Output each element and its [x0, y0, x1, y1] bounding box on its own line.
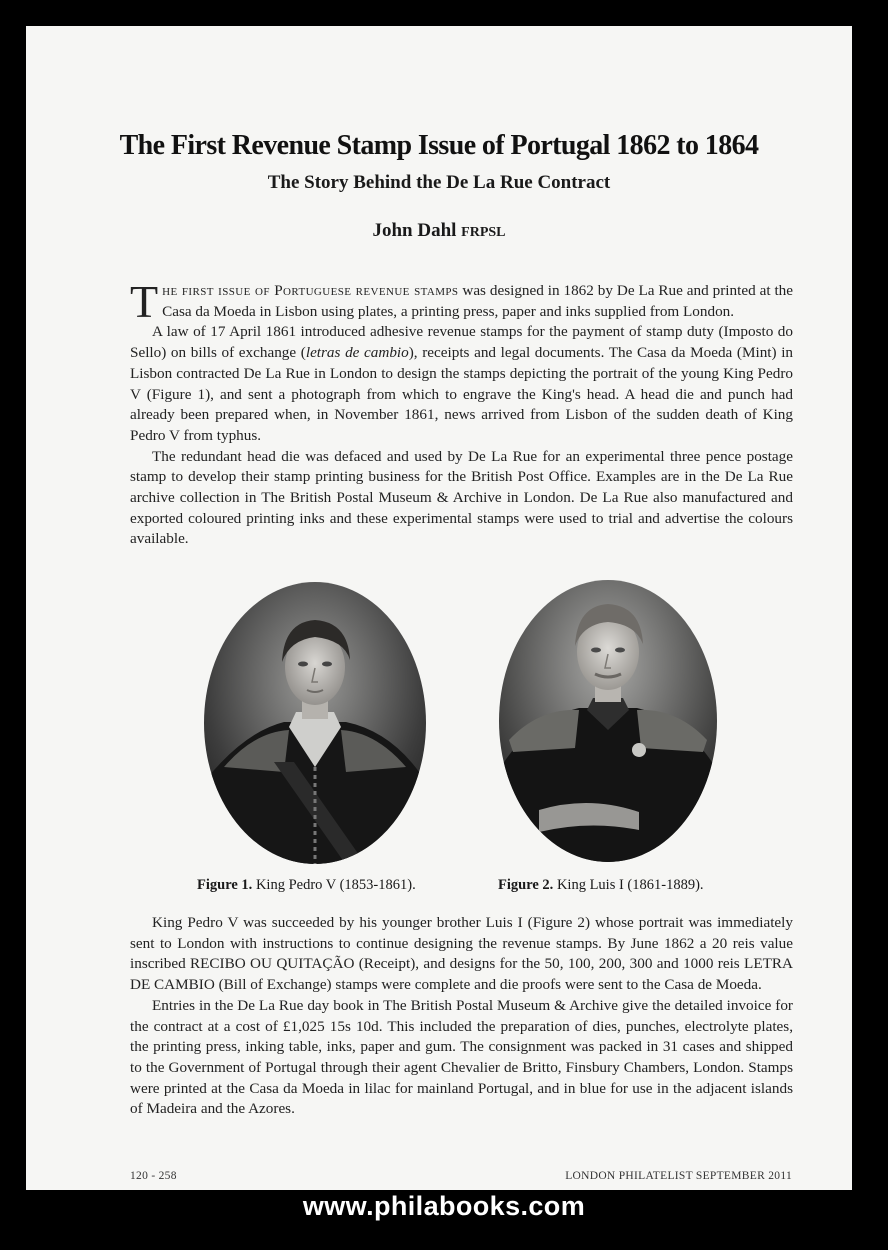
paragraph-1-text: was designed in 1862 by De La Rue and printed at the Casa da Moeda in Lisbon using plates, a printing press, paper and inks supplied from London.	[162, 282, 794, 320]
author-name: John Dahl	[372, 220, 457, 241]
portrait-king-pedro-v	[204, 582, 426, 864]
article-author	[26, 220, 852, 242]
figure-2-text: King Luis I (1861-1889).	[553, 877, 704, 893]
portrait-luis-image	[499, 580, 717, 862]
drop-cap: T	[130, 276, 159, 327]
figure-1-caption	[197, 877, 416, 894]
article-body-bottom	[130, 913, 793, 1120]
opening-smallcaps: he first issue of Portuguese revenue stamps	[162, 282, 459, 299]
paragraph-1	[130, 276, 794, 327]
portrait-pedro-image	[204, 582, 426, 864]
journal-page	[26, 26, 852, 1190]
paragraph-5: Entries in the De La Rue day book in The British Postal Museum & Archive give the detailed invoice for the contract at a cost of £1,025 15s 10d. This included the preparation of dies, punches, electrolyte plates, the printing press, inking table, inks, paper and gum. The consignment was packed in 31 cases and shipped to the Government of Portugal through their agent Chevalier de Britto, Finsbury Chambers, London. Stamps were printed at the Casa da Moeda in lilac for mainland Portugal, and in blue for use in the adjacent islands of Madeira and the Azores.	[130, 996, 793, 1118]
figure-2-label: Figure 2.	[498, 877, 554, 893]
figure-1-label: Figure 1.	[197, 877, 253, 893]
figure-1-text: King Pedro V (1853-1861).	[252, 877, 416, 893]
page-number: 120 - 258	[130, 1170, 177, 1182]
article-title: The First Revenue Stamp Issue of Portugal 1862 to 1864	[119, 130, 759, 161]
portrait-king-luis-i	[499, 580, 717, 862]
figure-2-caption	[498, 877, 704, 894]
paragraph-2-italic: letras de cambio	[305, 344, 409, 362]
author-honor: FRPSL	[461, 225, 506, 240]
article-body-top	[130, 276, 794, 550]
journal-footer: LONDON PHILATELIST SEPTEMBER 2011	[565, 1170, 792, 1182]
paragraph-2-text-b: ), receipts and legal documents. The Casa da Moeda (Mint) in Lisbon contracted De La Rue in London to design the stamps depicting the portrait of the young King Pedro V (Figure 1), and sent a photograph from which to engrave the King's head. A head die and punch had already been prepared when, in November 1861, news arrived from Lisbon of the sudden death of King Pedro V from typhus.	[130, 344, 794, 444]
watermark-text: www.philabooks.com	[302, 1191, 586, 1221]
paragraph-3: The redundant head die was defaced and used by De La Rue for an experimental three pence postage stamp to develop their stamp printing business for the British Post Office. Examples are in the De La Rue archive collection in The British Postal Museum & Archive in London. De La Rue also manufactured and exported coloured printing inks and these experimental stamps were used to trial and advertise the colours available.	[130, 447, 793, 548]
paragraph-2	[130, 322, 793, 446]
article-subtitle: The Story Behind the De La Rue Contract	[267, 172, 611, 193]
paragraph-4: King Pedro V was succeeded by his younger brother Luis I (Figure 2) whose portrait was immediately sent to London with instructions to continue designing the revenue stamps. By June 1862 a 20 reis value inscribed RECIBO OU QUITAÇÃO (Receipt), and designs for the 50, 100, 200, 300 and 1000 reis LETRA DE CAMBIO (Bill of Exchange) stamps were complete and die proofs were sent to the Casa de Moeda.	[130, 914, 793, 994]
paragraph-2-text-a: A law of 17 April 1861 introduced adhesive revenue stamps for the payment of stamp duty (Imposto do Sello) on bills of exchange (	[130, 323, 793, 362]
